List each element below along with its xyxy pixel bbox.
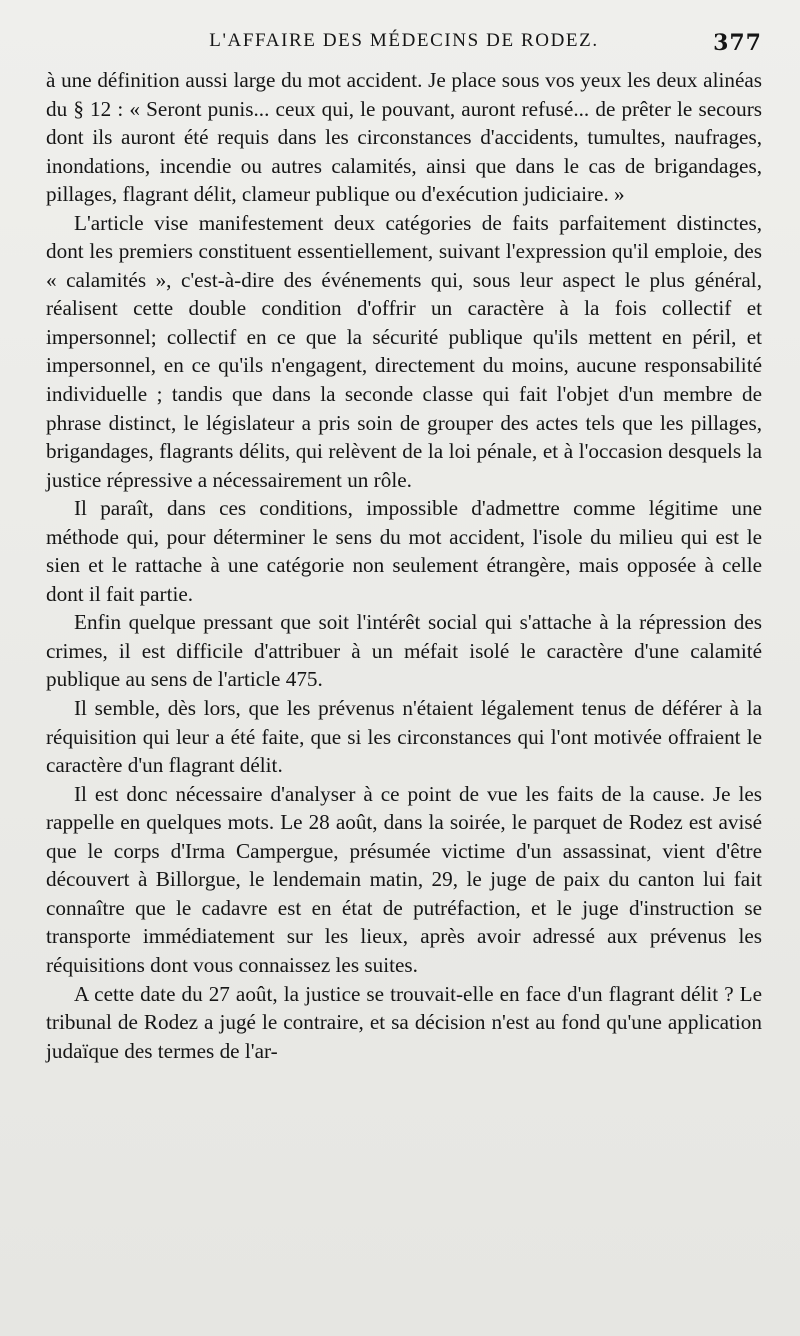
paragraph-7: A cette date du 27 août, la justice se trouvait-elle en face d'un flagrant délit ? Le tribunal de Rodez a jugé le contraire, et sa décision n'est au fond qu'une application judaïque des termes de l'ar- xyxy=(46,981,762,1063)
paragraph-6: Il est donc nécessaire d'analyser à ce point de vue les faits de la cause. Je les rappelle en quelques mots. Le 28 août, dans la soirée, le parquet de Rodez est avisé que le corps d'Irma Campergue, présumée victime d'un assassinat, vient d'être découvert à Billorgue, le lendemain matin, 29, le juge de paix du canton lui fait connaître que le cadavre est en état de putréfaction, et le juge d'instruction se transporte immédiatement sur les lieux, après avoir adressé aux prévenus les réquisitions dont vous connaissez les suites. xyxy=(46,781,762,977)
paragraph-1: à une définition aussi large du mot accident. Je place sous vos yeux les deux alinéas du § 12 : « Seront punis... ceux qui, le pouvant, auront refusé... de prêter le secours dont ils auront été requis dans les circonstances d'accidents, tumultes, naufrages, inondations, incendie ou autres calamités, ainsi que dans le cas de brigandages, pillages, flagrant délit, clameur publique ou d'exécution judiciaire. » xyxy=(46,68,762,207)
page-number: 377 xyxy=(713,30,762,56)
paragraph-2: L'article vise manifestement deux catégories de faits parfaitement distinctes, dont les premiers constituent essentiellement, suivant l'expression qu'il emploie, des « calamités », c'est-à-dire des événements qui, sous leur aspect le plus général, réalisent cette double condition d'offrir un caractère à la fois collectif et impersonnel; collectif en ce que la sécurité publique qu'ils mettent en péril, et impersonnel, en ce qu'ils n'engagent, directement du moins, aucune responsabilité individuelle ; tandis que dans la seconde classe qui fait l'objet d'un membre de phrase distinct, le législateur a pris soin de grouper des actes tels que les pillages, brigandages, flagrants délits, qui relèvent de la loi pénale, et à l'occasion desquels la justice répressive a nécessairement un rôle. xyxy=(46,210,762,492)
running-title: L'AFFAIRE DES MÉDECINS DE RODEZ. xyxy=(209,30,599,51)
body-text xyxy=(46,66,762,1065)
paragraph-5: Il semble, dès lors, que les prévenus n'étaient légalement tenus de déférer à la réquisition qui leur a été faite, que si les circonstances qui l'ont motivée offraient le caractère d'un flagrant délit. xyxy=(46,696,762,778)
paragraph-4: Enfin quelque pressant que soit l'intérêt social qui s'attache à la répression des crimes, il est difficile d'attribuer à un méfait isolé le caractère d'une calamité publique au sens de l'article 475. xyxy=(46,610,762,692)
page-header xyxy=(46,30,762,64)
paragraph-3: Il paraît, dans ces conditions, impossible d'admettre comme légitime une méthode qui, pour déterminer le sens du mot accident, l'isole du milieu qui est le sien et le rattache à une catégorie non seulement étrangère, mais opposée à celle dont il fait partie. xyxy=(46,496,762,606)
